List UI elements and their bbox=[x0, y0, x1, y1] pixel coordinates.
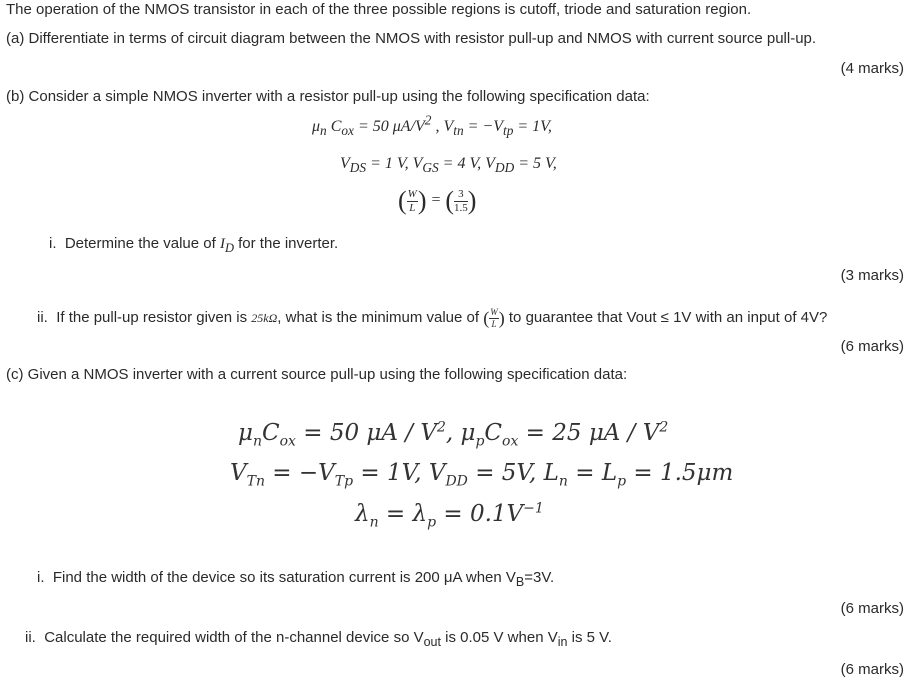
part-b-question bbox=[6, 88, 650, 105]
part-b-equation-3: ( $\frac{W}{L}$ ) = ( $\frac{3}{1.5}$ ) bbox=[398, 186, 477, 215]
part-c-equation-3: $\lambda_n = \lambda_p = 0.1V^{-1}$ bbox=[355, 500, 544, 531]
part-c-i-marks: (6 marks) bbox=[840, 600, 904, 617]
part-b-label: (b) bbox=[6, 88, 25, 105]
part-b-i-label: i. bbox=[49, 235, 57, 252]
part-c-text: Given a NMOS inverter with a current source pull-up using the following specification data: bbox=[27, 366, 628, 383]
part-b-equation-2: $V_{DS} = 1$ V, $V_{GS} = 4$ V, $V_{DD} = 5$ V, bbox=[340, 155, 557, 176]
part-a-marks: (4 marks) bbox=[840, 60, 904, 77]
part-b-ii-label: ii. bbox=[37, 308, 48, 326]
part-b-i-marks: (3 marks) bbox=[840, 267, 904, 284]
part-c-equation-1: $\mu_nC_{ox} = 50$ μA / $V^2$, $\mu_pC_{ox} = 25$ μA / $V^2$ bbox=[238, 419, 669, 450]
part-c-ii-label: ii. bbox=[25, 629, 36, 646]
part-a-question bbox=[6, 30, 816, 47]
part-c-equation-2: $V_{Tn} = -V_{Tp} = 1V$, $V_{DD} = 5V$, $L_n = L_p = 1.5\mu m$ bbox=[230, 460, 734, 490]
part-c-question bbox=[6, 366, 627, 383]
part-c-label: (c) bbox=[6, 366, 24, 383]
part-b-i-question: i. Determine the value of $I_D$ for the inverter. bbox=[49, 235, 339, 255]
part-b-equation-1: $\mu_n$ $C_{ox} = 50$ $\mu A/V^2$ , $V_{tn} = -V_{tp} = 1V$, bbox=[312, 112, 552, 139]
part-a-text: Differentiate in terms of circuit diagram between the NMOS with resistor pull-up and NMOS with current source pull-up. bbox=[28, 30, 817, 47]
part-a-label: (a) bbox=[6, 30, 25, 47]
intro-text: The operation of the NMOS transistor in each of the three possible regions is cutoff, triode and saturation region. bbox=[6, 1, 752, 18]
part-c-i-label: i. bbox=[37, 569, 45, 586]
part-b-ii-question: ii. If the pull-up resistor given is 25kΩ, what is the minimum value of ( $\frac{W}{L}$ ) to guarantee that Vout ≤ 1V with an input of 4V? bbox=[37, 307, 828, 329]
part-c-ii-marks: (6 marks) bbox=[840, 661, 904, 678]
part-c-ii-question: ii. Calculate the required width of the n-channel device so $V_{out}$ is 0.05 V when $V_{in}$ is 5 V. bbox=[25, 629, 612, 649]
part-b-text: Consider a simple NMOS inverter with a resistor pull-up using the following specification data: bbox=[28, 88, 650, 105]
part-c-i-question: i. Find the width of the device so its saturation current is 200 μA when $V_B=3V$. bbox=[37, 569, 555, 589]
part-b-ii-marks: (6 marks) bbox=[840, 338, 904, 355]
